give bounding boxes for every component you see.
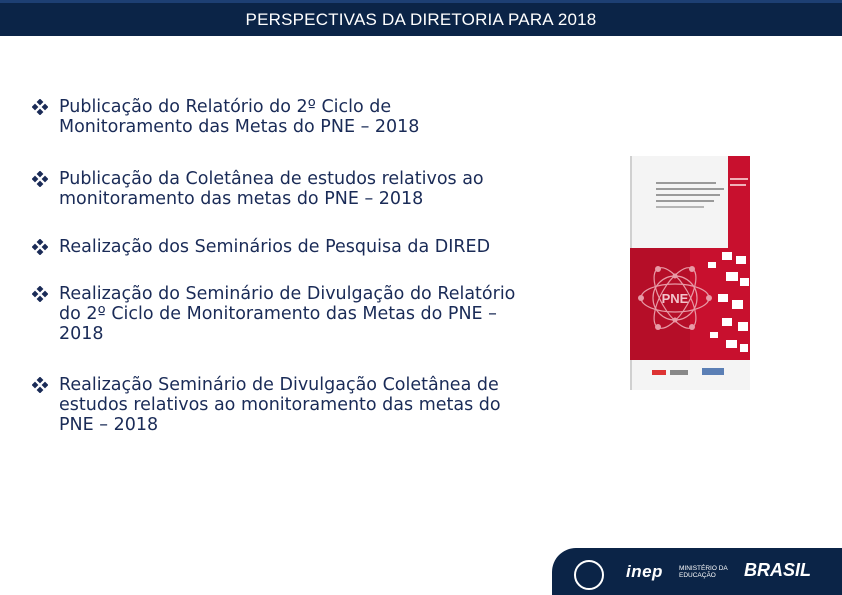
bullet-line: monitoramento das metas do PNE – 2018 — [59, 189, 424, 209]
diamond-bullet-icon — [32, 377, 48, 393]
bullet-line: 2018 — [59, 324, 104, 344]
ministerio-logo — [679, 565, 728, 579]
diamond-bullet-icon — [32, 99, 48, 115]
ministerio-line: MINISTÉRIO DA — [679, 565, 728, 572]
bullet-item — [32, 97, 592, 137]
report-cover-image — [630, 156, 750, 390]
slide-title: PERSPECTIVAS DA DIRETORIA PARA 2018 — [245, 10, 597, 29]
inep-logo: inep — [626, 562, 663, 581]
bullet-line: PNE – 2018 — [59, 415, 159, 435]
slide-header — [0, 0, 842, 36]
bullet-line: Publicação da Coletânea de estudos relativos ao — [59, 169, 484, 189]
brasil-logo: BRASIL — [744, 560, 811, 580]
bullet-item — [32, 284, 592, 344]
bullet-item — [32, 375, 592, 435]
report-cover-illustration — [630, 156, 750, 390]
diamond-bullet-icon — [32, 171, 48, 187]
bullet-line: Realização dos Seminários de Pesquisa da DIRED — [59, 237, 491, 257]
diamond-bullet-icon — [32, 286, 48, 302]
bullet-line: Realização do Seminário de Divulgação do Relatório — [59, 284, 516, 304]
bullet-line: Publicação do Relatório do 2º Ciclo de — [59, 97, 392, 117]
diamond-bullet-icon — [32, 239, 48, 255]
bullet-line: Monitoramento das Metas do PNE – 2018 — [59, 117, 420, 137]
anniversary-seal-icon — [574, 560, 604, 590]
bullet-line: estudos relativos ao monitoramento das metas do — [59, 395, 501, 415]
bullet-line: Realização Seminário de Divulgação Coletânea de — [59, 375, 499, 395]
bullet-item — [32, 237, 592, 257]
cover-pne-label: PNE — [661, 291, 689, 306]
ministerio-line: EDUCAÇÃO — [679, 572, 716, 579]
bullet-item — [32, 169, 592, 209]
bullet-line: do 2º Ciclo de Monitoramento das Metas do PNE – — [59, 304, 497, 324]
footer-logo-bar — [552, 548, 842, 595]
